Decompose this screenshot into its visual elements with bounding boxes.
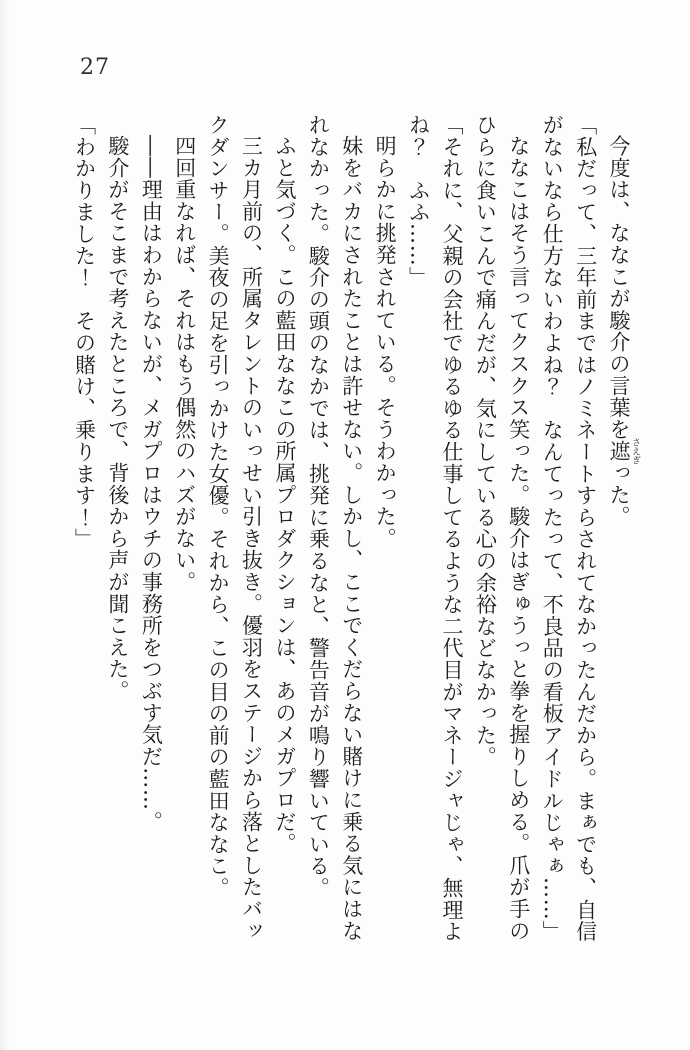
ruby-text: さえぎ xyxy=(630,437,640,465)
ruby-base: 遮 xyxy=(607,437,631,465)
paragraph-3: ななこはそう言ってクスクス笑った。駿介はぎゅうっと拳を握りしめる。爪が手のひらに食いこんで痛んだが、気にしている心の余裕などなかった。 xyxy=(473,114,531,942)
paragraph-6: 妹をバカにされたことは許せない。しかし、ここでくだらない賭けに乗る気にはなれなかった。駿介の頭のなかでは、挑発に乗るなと、警告音が鳴り響いている。 xyxy=(306,114,364,942)
paragraph-11: 駿介がそこまで考えたところで、背後から声が聞こえた。 xyxy=(105,135,130,702)
paragraph-8: 三カ月前の、所属タレントのいっせい引き抜き。優羽をステージから落としたバックダンサー。美夜の足を引っかけた女優。それから、この目の前の藍田ななこ。 xyxy=(206,114,264,942)
furigana-saegiru xyxy=(607,437,640,465)
paragraph-1 xyxy=(602,114,640,944)
paragraph-10: ――理由はわからないが、メガプロはウチの事務所をつぶす気だ……。 xyxy=(139,135,164,833)
paragraph-1-post: った。 xyxy=(607,462,631,528)
page-number: 27 xyxy=(80,55,110,80)
paragraph-7: ふと気づく。この藍田ななこの所属プロダクションは、あのメガプロだ。 xyxy=(272,135,297,855)
paragraph-5: 明らかに挑発されている。そうわかった。 xyxy=(373,135,398,550)
paragraph-1-pre: 今度は、ななこが駿介の言葉を xyxy=(607,135,631,441)
paragraph-9: 四回重なれば、それはもう偶然のハズがない。 xyxy=(172,135,197,593)
paragraph-12: 「わかりました！ その賭け、乗ります！」 xyxy=(72,114,97,550)
paragraph-2: 「私だって、三年前まではノミネートすらされてなかったんだから。まぁでも、自信がないなら仕方ないわよね？ なんてったって、不良品の看板アイドルじゃぁ……」 xyxy=(540,114,598,943)
paragraph-4: 「それに、父親の会社でゆるゆる仕事してるような二代目がマネージャじゃ、無理よね？ ふふ……」 xyxy=(406,114,464,943)
text-area xyxy=(67,114,640,944)
